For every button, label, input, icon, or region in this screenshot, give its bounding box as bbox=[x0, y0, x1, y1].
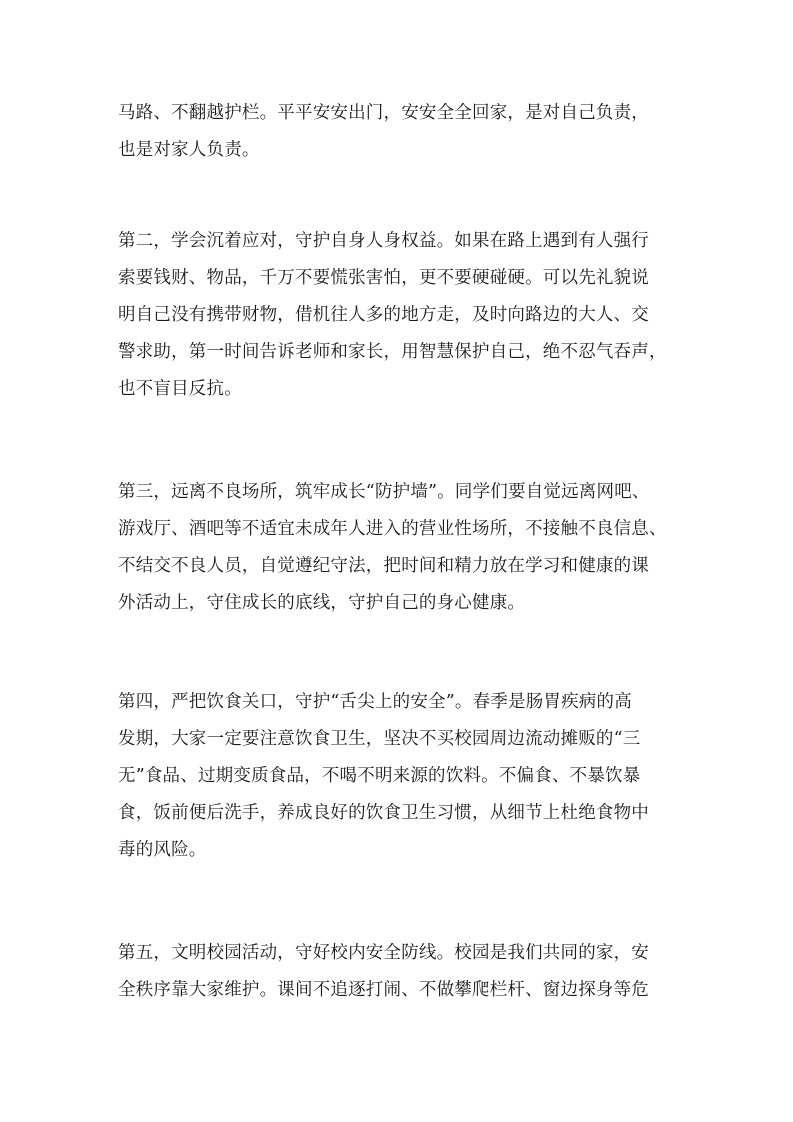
text-line: 也不盲目反抗。 bbox=[118, 379, 242, 399]
text-line: 无”食品、过期变质食品，不喝不明来源的饮料。不偏食、不暴饮暴 bbox=[118, 766, 641, 786]
text-line: 明自己没有携带财物，借机往人多的地方走，及时向路边的大人、交 bbox=[118, 305, 649, 325]
text-line: 马路、不翻越护栏。平平安安出门，安安全全回家，是对自己负责， bbox=[118, 103, 649, 123]
text-line: 不结交不良人员，自觉遵纪守法，把时间和精力放在学习和健康的课 bbox=[118, 556, 649, 576]
text-line: 警求助，第一时间告诉老师和家长，用智慧保护自己，绝不忍气吞声， bbox=[118, 342, 667, 362]
text-line: 索要钱财、物品，千万不要慌张害怕，更不要硬碰硬。可以先礼貌说 bbox=[118, 268, 649, 288]
text-line: 外活动上，守住成长的底线，守护自己的身心健康。 bbox=[118, 593, 526, 613]
text-line: 第三，远离不良场所，筑牢成长“防护墙”。同学们要自觉远离网吧、 bbox=[118, 482, 650, 502]
text-line: 食，饭前便后洗手，养成良好的饮食卫生习惯，从细节上杜绝食物中 bbox=[118, 803, 649, 823]
paragraph-5 bbox=[118, 935, 688, 1009]
paragraph-3 bbox=[118, 474, 688, 622]
paragraph-4 bbox=[118, 684, 688, 869]
text-line: 第二，学会沉着应对，守护自身人身权益。如果在路上遇到有人强行 bbox=[118, 231, 649, 251]
text-line: 发期，大家一定要注意饮食卫生，坚决不买校园周边流动摊贩的“三 bbox=[118, 729, 641, 749]
text-line: 游戏厅、酒吧等不适宜未成年人进入的营业性场所，不接触不良信息、 bbox=[118, 519, 667, 539]
text-line: 也是对家人负责。 bbox=[118, 140, 260, 160]
text-line: 全秩序靠大家维护。课间不追逐打闹、不做攀爬栏杆、窗边探身等危 bbox=[118, 980, 649, 1000]
text-line: 第四，严把饮食关口，守护“舌尖上的安全”。春季是肠胃疾病的高 bbox=[118, 692, 632, 712]
paragraph-1 bbox=[118, 95, 688, 169]
text-line: 第五，文明校园活动，守好校内安全防线。校园是我们共同的家，安 bbox=[118, 943, 649, 963]
text-line: 毒的风险。 bbox=[118, 840, 207, 860]
paragraph-2 bbox=[118, 223, 688, 408]
